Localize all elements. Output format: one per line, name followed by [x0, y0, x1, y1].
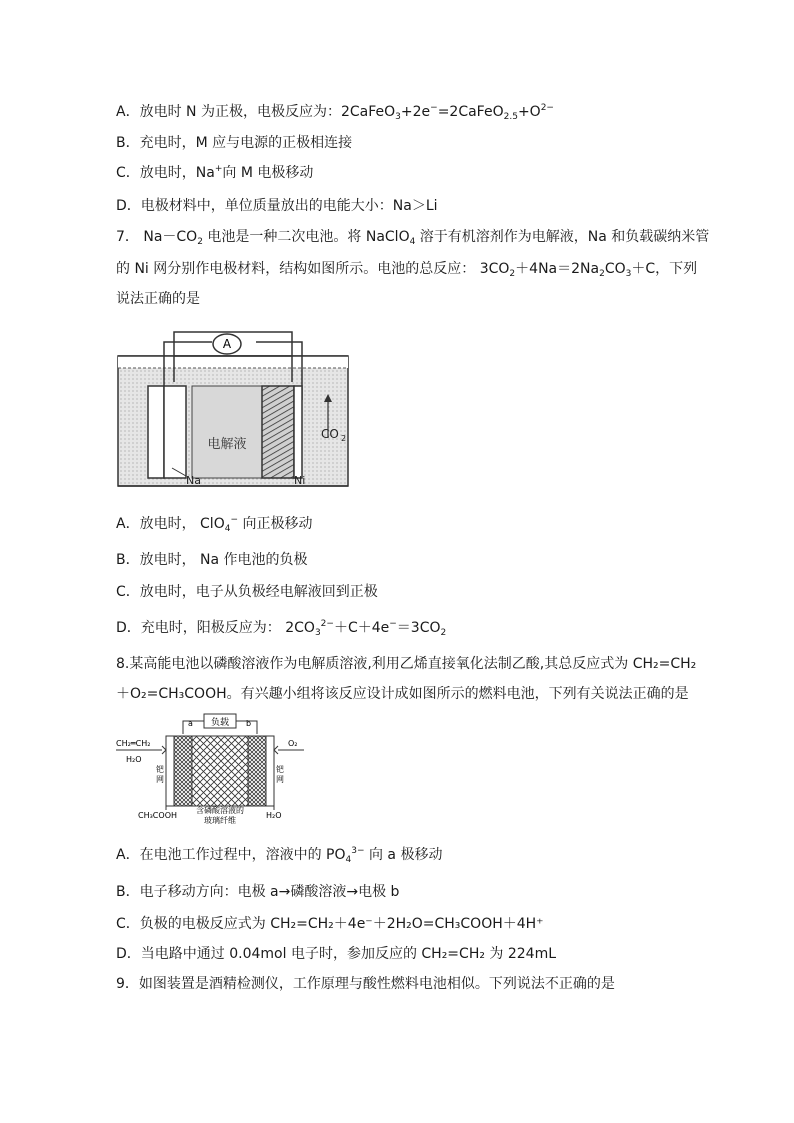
q7-option-c: C．放电时，电子从负极经电解液回到正极	[116, 584, 378, 600]
phosphoric-fiber-label-2: 玻璃纤维	[204, 816, 236, 824]
water-outlet-label: H₂O	[266, 811, 282, 820]
water-inlet-label: H₂O	[126, 755, 142, 764]
q8-option-a: A．在电池工作过程中，溶液中的 $PO_4^{3-}$ 向 a 极移动	[116, 846, 443, 865]
q6-option-d: D．电极材料中，单位质量放出的电能大小：Na＞Li	[116, 198, 438, 214]
ethylene-inlet-label: CH₂═CH₂	[116, 739, 151, 748]
na-electrode-label: Na	[186, 474, 201, 487]
ni-electrode-label: Ni	[294, 474, 306, 487]
q7-option-b: B．放电时， Na 作电池的负极	[116, 552, 308, 568]
q7-stem-line2: 的 Ni 网分别作电极材料，结构如图所示。电池的总反应： $3CO_2+4Na=2Na_2CO_3+C$，下列	[116, 261, 698, 279]
acetic-acid-outlet-label: CH₃COOH	[138, 811, 178, 820]
q7-option-a: A．放电时， ClO$_4$− 向正极移动	[116, 515, 313, 534]
load-label: 负载	[210, 718, 230, 728]
q8-option-b: B．电子移动方向：电极 a→磷酸溶液→电极 b	[116, 884, 400, 900]
q7-stem-line1: 7． $Na-CO_2$ 电池是一种二次电池。将 NaClO$_4$ 溶于有机溶剂作为电解液，Na 和负载碳纳米管	[116, 229, 710, 247]
oxygen-inlet-label: O₂	[288, 739, 298, 748]
q8-option-d: D．当电路中通过 0.04mol 电子时，参加反应的 CH₂=CH₂ 为 224mL	[116, 946, 557, 962]
q8-stem-line2: ＋O₂=CH₃COOH。有兴趣小组将该反应设计成如图所示的燃料电池，下列有关说法正确的是	[116, 686, 689, 702]
ammeter-label: A	[222, 337, 232, 351]
phosphoric-fiber-label-1: 含磷酸溶液的	[196, 806, 244, 815]
left-mesh-label: 钯	[156, 765, 164, 774]
q7-stem-line3: 说法正确的是	[116, 291, 200, 307]
q8-fuel-cell-figure	[116, 712, 306, 824]
q6-option-b: B．充电时，M 应与电源的正极相连接	[116, 135, 353, 151]
right-mesh-label-2: 网	[276, 775, 284, 784]
q8-option-c: C．负极的电极反应式为 CH₂=CH₂＋4e⁻＋2H₂O=CH₃COOH＋4H⁺	[116, 916, 544, 932]
q6-option-a: A．放电时 N 为正极，电极反应为：$2CaFeO_3+2e^-=2CaFeO_{2.5}+O^{2-}$	[116, 103, 554, 122]
co2-label: CO	[321, 427, 339, 441]
electrode-b-label: b	[246, 719, 252, 728]
left-mesh-label-2: 网	[156, 775, 164, 784]
q9-stem: 9．如图装置是酒精检测仪，工作原理与酸性燃料电池相似。下列说法不正确的是	[116, 976, 615, 992]
q8-stem-line1: 8.某高能电池以磷酸溶液作为电解质溶液,利用乙烯直接氧化法制乙酸,其总反应式为 CH₂=CH₂	[116, 656, 697, 672]
q7-battery-figure	[116, 330, 354, 490]
q6-option-c: C．放电时，Na+向 M 电极移动	[116, 164, 314, 181]
q7-option-d: D．充电时，阳极反应为： $2CO_3^{2-}+C+4e^-=3CO_2$	[116, 619, 447, 638]
electrode-a-label: a	[188, 719, 193, 728]
co2-subscript: 2	[341, 434, 347, 443]
electrolyte-label: 电解液	[207, 437, 247, 452]
right-mesh-label: 钯	[276, 765, 284, 774]
